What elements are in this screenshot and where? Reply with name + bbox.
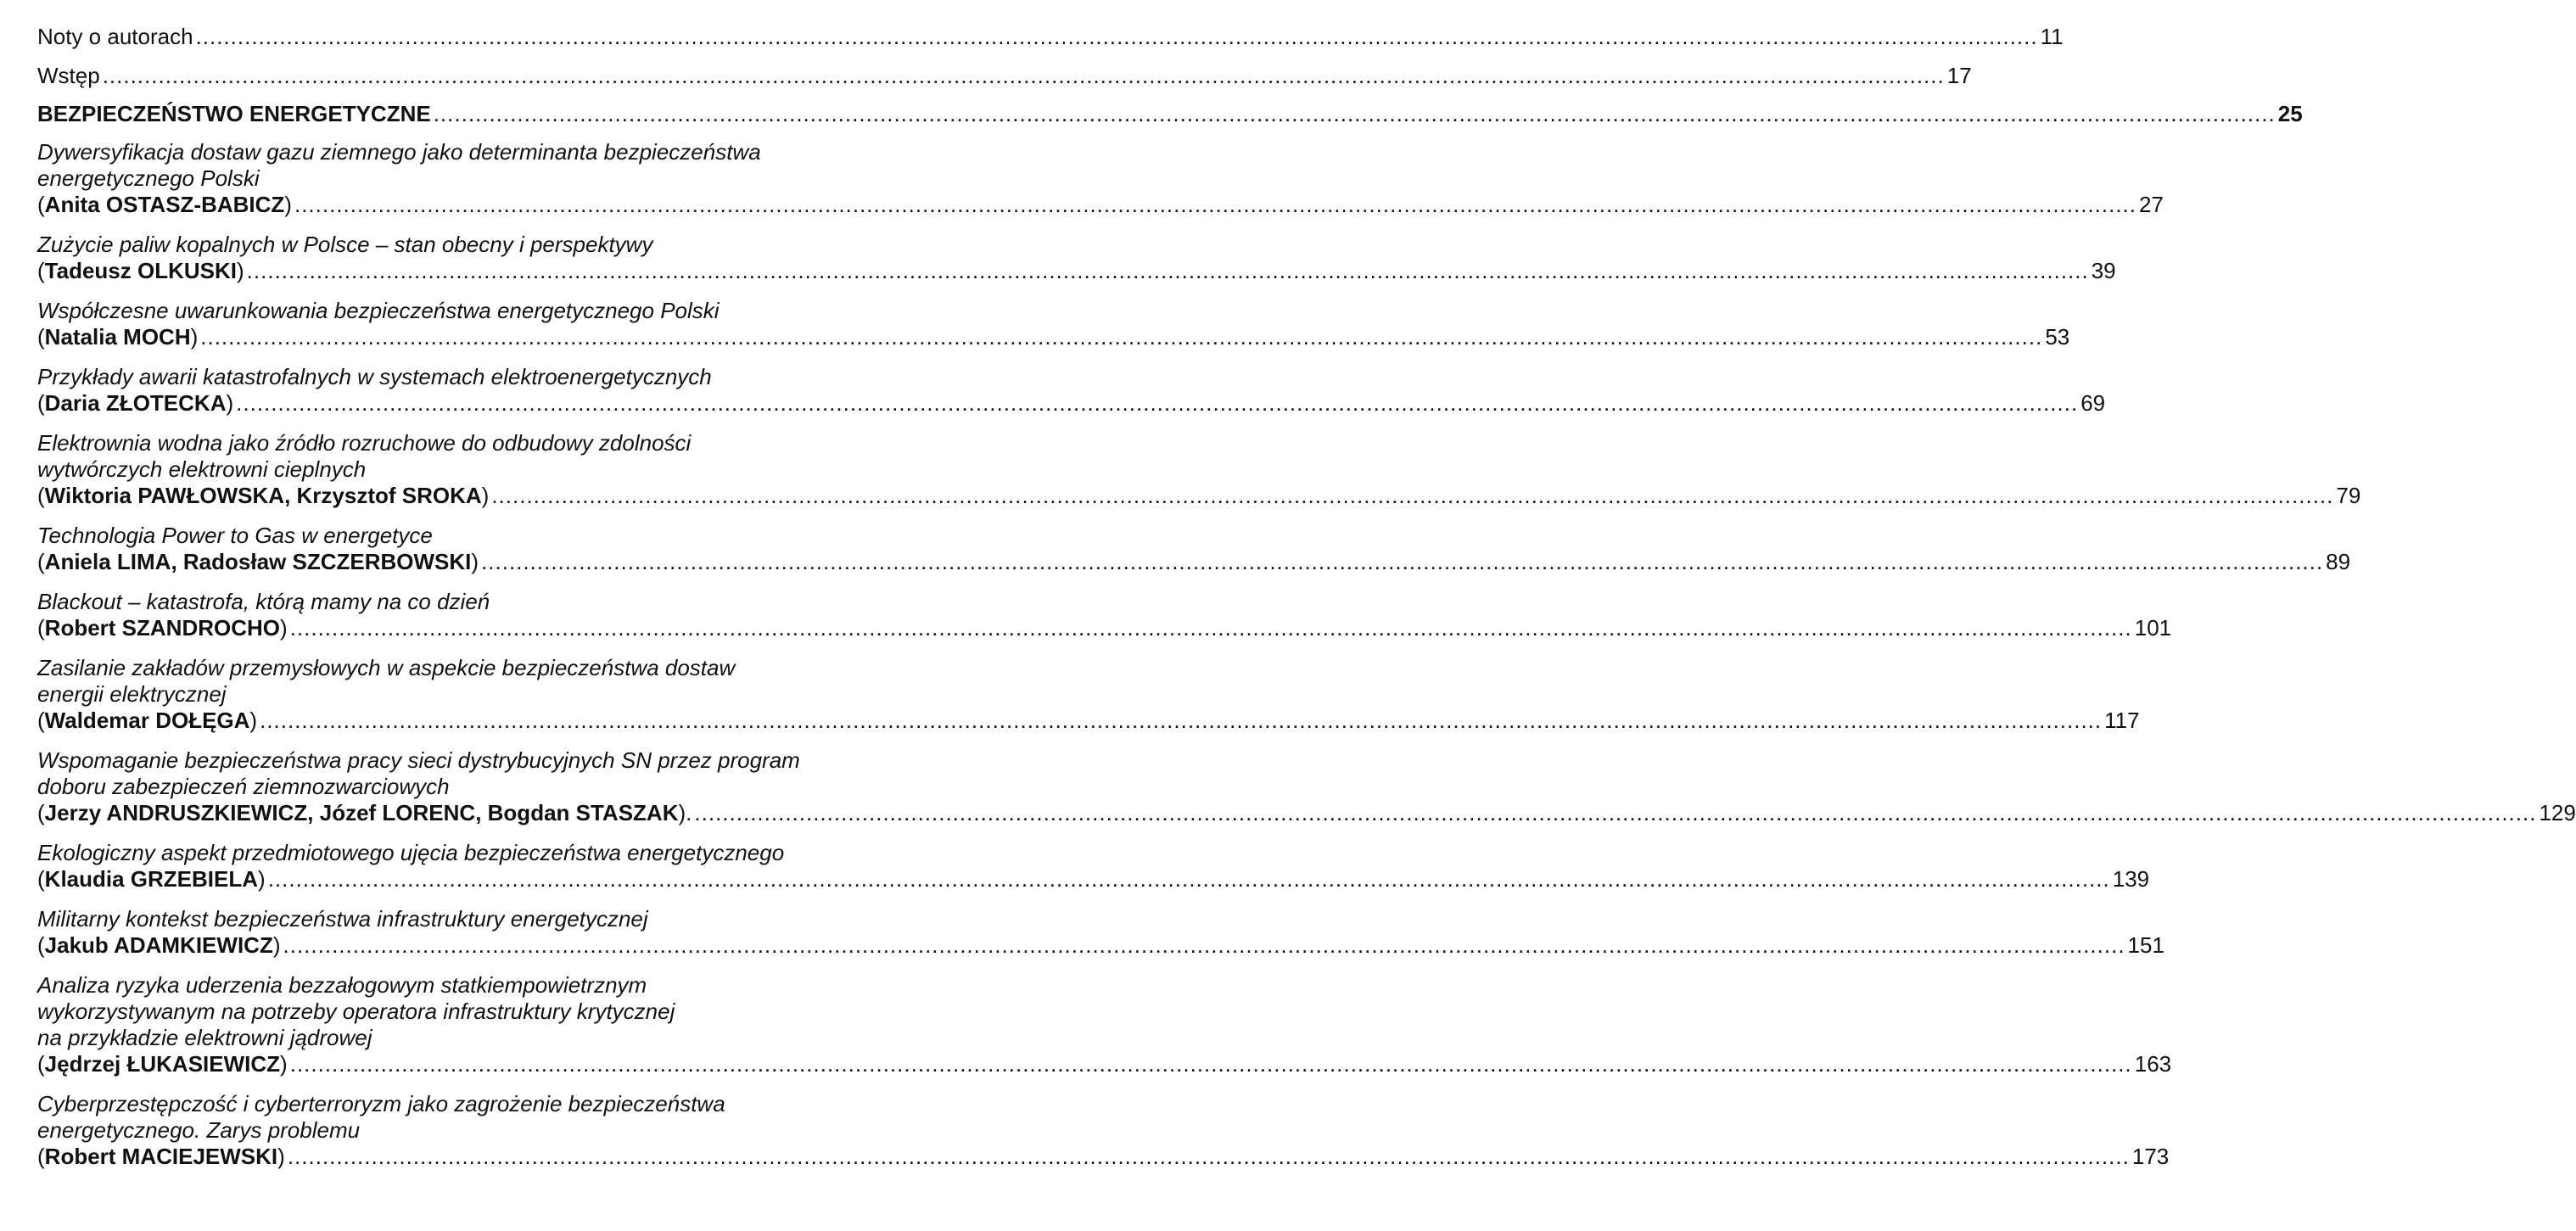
authors-line xyxy=(37,192,2164,218)
dot-leader xyxy=(491,483,2333,509)
toc-entry xyxy=(37,24,2064,50)
toc-entry xyxy=(37,840,2150,892)
authors-line xyxy=(37,708,2140,734)
page-number: 151 xyxy=(2127,932,2164,958)
paren: ) xyxy=(226,390,234,416)
paren: ( xyxy=(37,866,45,892)
article-title-line: Cyberprzestępczość i cyberterroryzm jako zagrożenie bezpieczeństwa xyxy=(37,1091,725,1116)
toc-entry xyxy=(37,364,2106,417)
article-title-line: wytwórczych elektrowni cieplnych xyxy=(37,456,367,482)
authors xyxy=(37,615,288,641)
article-title-line: na przykładzie elektrowni jądrowej xyxy=(37,1025,372,1050)
section-line xyxy=(37,101,2303,127)
paren: ) xyxy=(471,549,479,574)
article-title-line: Blackout – katastrofa, którą mamy na co dzień xyxy=(37,589,490,614)
page-number: 69 xyxy=(2080,390,2106,416)
paren: ) xyxy=(280,1051,288,1077)
toc-entry xyxy=(37,747,2576,826)
page-number: 79 xyxy=(2336,483,2361,508)
author-names: Tadeusz OLKUSKI xyxy=(44,258,237,283)
paren: ) xyxy=(272,932,281,958)
article-title-line: Dywersyfikacja dostaw gazu ziemnego jako determinanta bezpieczeństwa xyxy=(37,139,761,165)
author-names: Waldemar DOŁĘGA xyxy=(44,708,250,733)
author-names: Jerzy ANDRUSZKIEWICZ, Józef LORENC, Bogdan STASZAK xyxy=(44,800,679,825)
dot-leader xyxy=(236,390,2078,417)
authors xyxy=(37,324,198,350)
authors xyxy=(37,483,489,509)
dot-leader xyxy=(268,866,2110,892)
paren: ) xyxy=(237,258,244,283)
authors xyxy=(37,258,244,284)
article-title-line: Współczesne uwarunkowania bezpieczeństwa energetycznego Polski xyxy=(37,298,720,323)
toc-entry xyxy=(37,523,2351,575)
article-title-line: Technologia Power to Gas w energetyce xyxy=(37,523,433,548)
page-number: 25 xyxy=(2277,101,2303,126)
authors xyxy=(37,549,479,575)
table-of-contents xyxy=(37,24,2576,1170)
author-names: Robert SZANDROCHO xyxy=(44,615,281,641)
author-names: Jędrzej ŁUKASIEWICZ xyxy=(44,1051,281,1077)
author-names: Klaudia GRZEBIELA xyxy=(44,866,259,892)
page-number: 53 xyxy=(2045,324,2070,350)
authors-line xyxy=(37,932,2164,959)
paren: ) xyxy=(258,866,266,892)
author-names: Robert MACIEJEWSKI xyxy=(44,1144,278,1169)
dot-leader xyxy=(481,549,2323,575)
authors xyxy=(37,708,257,734)
dot-leader xyxy=(290,615,2132,641)
paren: ) xyxy=(678,800,686,825)
toc-entry xyxy=(37,63,1972,89)
authors-suffix: . xyxy=(686,800,692,825)
article-title-line: Analiza ryzyka uderzenia bezzałogowym statkiempowietrznym xyxy=(37,972,647,998)
dot-leader xyxy=(288,1144,2130,1170)
authors xyxy=(37,866,266,892)
paren: ) xyxy=(280,615,288,641)
authors-line xyxy=(37,615,2172,641)
authors-line xyxy=(37,549,2351,575)
author-names: Anita OSTASZ-BABICZ xyxy=(44,192,285,217)
paren: ) xyxy=(481,483,490,508)
article-title-line: doboru zabezpieczeń ziemnozwarciowych xyxy=(37,774,450,799)
paren: ( xyxy=(37,800,45,825)
toc-entry xyxy=(37,906,2164,959)
toc-entry xyxy=(37,1091,2170,1170)
toc-entry xyxy=(37,101,2303,127)
page-number: 173 xyxy=(2131,1144,2170,1169)
paren: ( xyxy=(37,932,45,958)
authors-line xyxy=(37,1051,2172,1077)
paren: ( xyxy=(37,615,45,641)
paren: ) xyxy=(190,324,199,350)
authors xyxy=(37,1051,288,1077)
toc-entry xyxy=(37,972,2172,1077)
entry-line xyxy=(37,63,1972,89)
page-number: 163 xyxy=(2134,1051,2172,1077)
dot-leader xyxy=(434,101,2276,127)
authors-line xyxy=(37,1144,2170,1170)
authors xyxy=(37,1144,285,1170)
toc-entry xyxy=(37,232,2116,284)
paren: ) xyxy=(284,192,292,217)
article-title-line: wykorzystywanym na potrzeby operatora infrastruktury krytycznej xyxy=(37,999,675,1024)
entry-label: Noty o autorach xyxy=(37,24,193,49)
dot-leader xyxy=(260,708,2102,734)
page-number: 39 xyxy=(2091,258,2116,283)
author-names: Aniela LIMA, Radosław SZCZERBOWSKI xyxy=(44,549,472,574)
article-title-line: energetycznego Polski xyxy=(37,165,260,191)
page-number: 101 xyxy=(2134,615,2172,641)
authors-line xyxy=(37,324,2070,350)
dot-leader xyxy=(294,192,2136,218)
paren: ( xyxy=(37,192,45,217)
article-title-line: Ekologiczny aspekt przedmiotowego ujęcia bezpieczeństwa energetycznego xyxy=(37,840,785,865)
paren: ( xyxy=(37,1051,45,1077)
article-title-line: Elektrownia wodna jako źródło rozruchowe do odbudowy zdolności xyxy=(37,430,692,456)
section-heading: BEZPIECZEŃSTWO ENERGETYCZNE xyxy=(37,101,431,126)
authors-line xyxy=(37,390,2106,417)
paren: ) xyxy=(249,708,258,733)
entry-line xyxy=(37,24,2064,50)
article-title-line: Przykłady awarii katastrofalnych w systemach elektroenergetycznych xyxy=(37,364,712,389)
paren: ( xyxy=(37,258,45,283)
article-title-line: energii elektrycznej xyxy=(37,681,227,707)
authors-line xyxy=(37,866,2150,892)
toc-entry xyxy=(37,139,2164,218)
paren: ) xyxy=(277,1144,285,1169)
page-number: 89 xyxy=(2326,549,2351,574)
paren: ( xyxy=(37,1144,45,1169)
toc-entry xyxy=(37,589,2172,641)
paren: ( xyxy=(37,390,45,416)
authors xyxy=(37,932,281,959)
paren: ( xyxy=(37,708,45,733)
page-number: 17 xyxy=(1946,63,1972,88)
entry-label: Wstęp xyxy=(37,63,100,88)
paren: ( xyxy=(37,483,45,508)
dot-leader xyxy=(290,1051,2132,1077)
page-number: 117 xyxy=(2104,708,2140,733)
toc-entry xyxy=(37,298,2070,350)
authors-line xyxy=(37,800,2576,826)
authors xyxy=(37,192,292,218)
toc-entry xyxy=(37,430,2361,509)
dot-leader xyxy=(196,24,2038,50)
dot-leader xyxy=(247,258,2089,284)
article-title-line: Zużycie paliw kopalnych w Polsce – stan obecny i perspektywy xyxy=(37,232,653,257)
article-title-line: Wspomaganie bezpieczeństwa pracy sieci dystrybucyjnych SN przez program xyxy=(37,747,800,773)
article-title-line: energetycznego. Zarys problemu xyxy=(37,1117,361,1143)
authors xyxy=(37,390,233,417)
authors xyxy=(37,800,692,826)
paren: ( xyxy=(37,549,45,574)
toc-entry xyxy=(37,655,2140,734)
page-number: 11 xyxy=(2040,24,2064,49)
authors-line xyxy=(37,483,2361,509)
authors-line xyxy=(37,258,2116,284)
article-title-line: Zasilanie zakładów przemysłowych w aspekcie bezpieczeństwa dostaw xyxy=(37,655,736,680)
page-number: 139 xyxy=(2112,866,2150,892)
author-names: Daria ZŁOTECKA xyxy=(44,390,227,416)
page-number: 27 xyxy=(2139,192,2164,217)
dot-leader xyxy=(103,63,1945,89)
dot-leader xyxy=(283,932,2125,959)
author-names: Jakub ADAMKIEWICZ xyxy=(44,932,273,958)
page-number: 129 xyxy=(2539,800,2576,825)
author-names: Natalia MOCH xyxy=(44,324,191,350)
article-title-line: Militarny kontekst bezpieczeństwa infrastruktury energetycznej xyxy=(37,906,648,932)
author-names: Wiktoria PAWŁOWSKA, Krzysztof SROKA xyxy=(44,483,482,508)
dot-leader xyxy=(694,800,2536,826)
paren: ( xyxy=(37,324,45,350)
dot-leader xyxy=(200,324,2042,350)
